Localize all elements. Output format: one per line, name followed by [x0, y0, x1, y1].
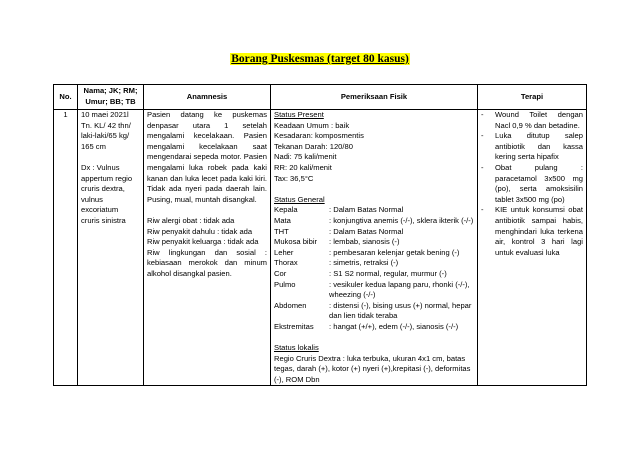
spacer	[274, 184, 474, 195]
cell-patient	[78, 110, 144, 386]
diagnosis-line: cruris sinistra	[81, 215, 126, 225]
present-item: Tax: 36,5°C	[274, 173, 314, 183]
header-terapi: Terapi	[478, 85, 587, 110]
anamnesis-history: Riw penyakit keluarga : tidak ada	[147, 237, 259, 247]
therapy-item: - Luka ditutup salep antibiotik dan kassa kering serta hipafix	[481, 131, 583, 162]
present-item: Nadi: 75 kali/menit	[274, 152, 337, 162]
diagnosis-line: appertum regio	[81, 173, 133, 183]
header-anamnesis: Anamnesis	[144, 85, 271, 110]
status-lokalis-text: Regio Cruris Dextra : luka terbuka, ukuran 4x1 cm, batas tegas, darah (+), kotor (+) nyeri (+),krepitasi (-), deformitas (-), ROM Dbn	[274, 353, 471, 384]
present-item: Tekanan Darah: 120/80	[274, 141, 353, 151]
status-lokalis-title: Status lokalis	[274, 343, 319, 353]
therapy-item: - KIE untuk konsumsi obat antibiotik sampai habis, menghindari luka terkena air, kontrol 3 hari lagi untuk evaluasi luka	[481, 205, 583, 257]
page-title	[0, 53, 640, 65]
general-item: Abdomen : distensi (-), bising usus (+) normal, hepar dan lien tidak teraba	[274, 300, 472, 321]
patient-sex-weight: laki-laki/65 kg/	[81, 131, 130, 141]
spacer	[274, 332, 474, 343]
spacer	[81, 152, 140, 163]
case-form-table	[53, 84, 587, 386]
therapy-item: - Obat pulang : paracetamol 3x500 mg (po), serta amoksisilin tablet 3x500 mg (po)	[481, 162, 583, 204]
header-pemeriksaan-fisik: Pemeriksaan Fisik	[271, 85, 478, 110]
header-nama-line-2: Umur; BB; TB	[85, 97, 136, 106]
page-title-text: Borang Puskesmas (target 80 kasus)	[231, 53, 409, 65]
header-no: No.	[54, 85, 78, 110]
general-item: Leher : pembesaran kelenjar getak bening (-)	[274, 247, 460, 257]
cell-anamnesis	[144, 110, 271, 386]
anamnesis-history: Riw penyakit dahulu : tidak ada	[147, 226, 253, 236]
general-item: Kepala : Dalam Batas Normal	[274, 205, 404, 215]
status-general-title: Status General	[274, 194, 325, 204]
cell-pemeriksaan	[271, 110, 478, 386]
table-header-row	[54, 85, 587, 110]
diagnosis-line: excoriatum	[81, 205, 119, 215]
therapy-list	[481, 110, 583, 258]
patient-date: 10 maei 2021l	[81, 110, 129, 119]
header-nama-line-1: Nama; JK; RM;	[83, 86, 138, 96]
present-item: Kesadaran: komposmentis	[274, 131, 364, 141]
general-item: Thorax : simetris, retraksi (-)	[274, 258, 399, 268]
patient-height: 165 cm	[81, 141, 106, 151]
present-item: RR: 20 kali/menit	[274, 162, 332, 172]
general-item: Mata : konjungtiva anemis (-/-), sklera ikterik (-/-)	[274, 215, 474, 225]
cell-no: 1	[54, 110, 78, 386]
diagnosis-line: vulnus	[81, 194, 103, 204]
general-item: Mukosa bibir : lembab, sianosis (-)	[274, 237, 400, 247]
status-present-title: Status Present	[274, 110, 324, 119]
spacer	[147, 205, 267, 216]
anamnesis-main: Pasien datang ke puskemas denpasar utara 1 setelah mengalami kecelakaan. Pasien mengalami kecelakaan saat mengendarai sepeda motor. Pasien mengalami luka robek pada kaki kanan dan luka lecet pada kaki kiri. Tidak ada nyeri pada daerah lain. Pusing, mual, muntah disangkal.	[147, 110, 267, 204]
general-item: Ekstremitas : hangat (+/+), edem (-/-), sianosis (-/-)	[274, 321, 459, 331]
anamnesis-history: Riw alergi obat : tidak ada	[147, 215, 235, 225]
general-item: THT : Dalam Batas Normal	[274, 226, 404, 236]
therapy-item: - Wound Toilet dengan Nacl 0,9 % dan betadine.	[481, 110, 583, 130]
general-item: Pulmo : vesikuler kedua lapang paru, rhonki (-/-), wheezing (-/-)	[274, 279, 470, 300]
table-row	[54, 110, 587, 386]
present-item: Keadaan Umum : baik	[274, 120, 350, 130]
diagnosis-line: Dx : Vulnus	[81, 162, 120, 172]
header-nama	[78, 85, 144, 110]
general-item: Cor : S1 S2 normal, regular, murmur (-)	[274, 268, 447, 278]
patient-name-age: Tn. KL/ 42 thn/	[81, 120, 131, 130]
cell-terapi	[478, 110, 587, 386]
anamnesis-social: Riw lingkungan dan sosial : kebiasaan merokok dan minum alkohol disangkal pasien.	[147, 247, 267, 278]
diagnosis-line: cruris dextra,	[81, 184, 125, 194]
